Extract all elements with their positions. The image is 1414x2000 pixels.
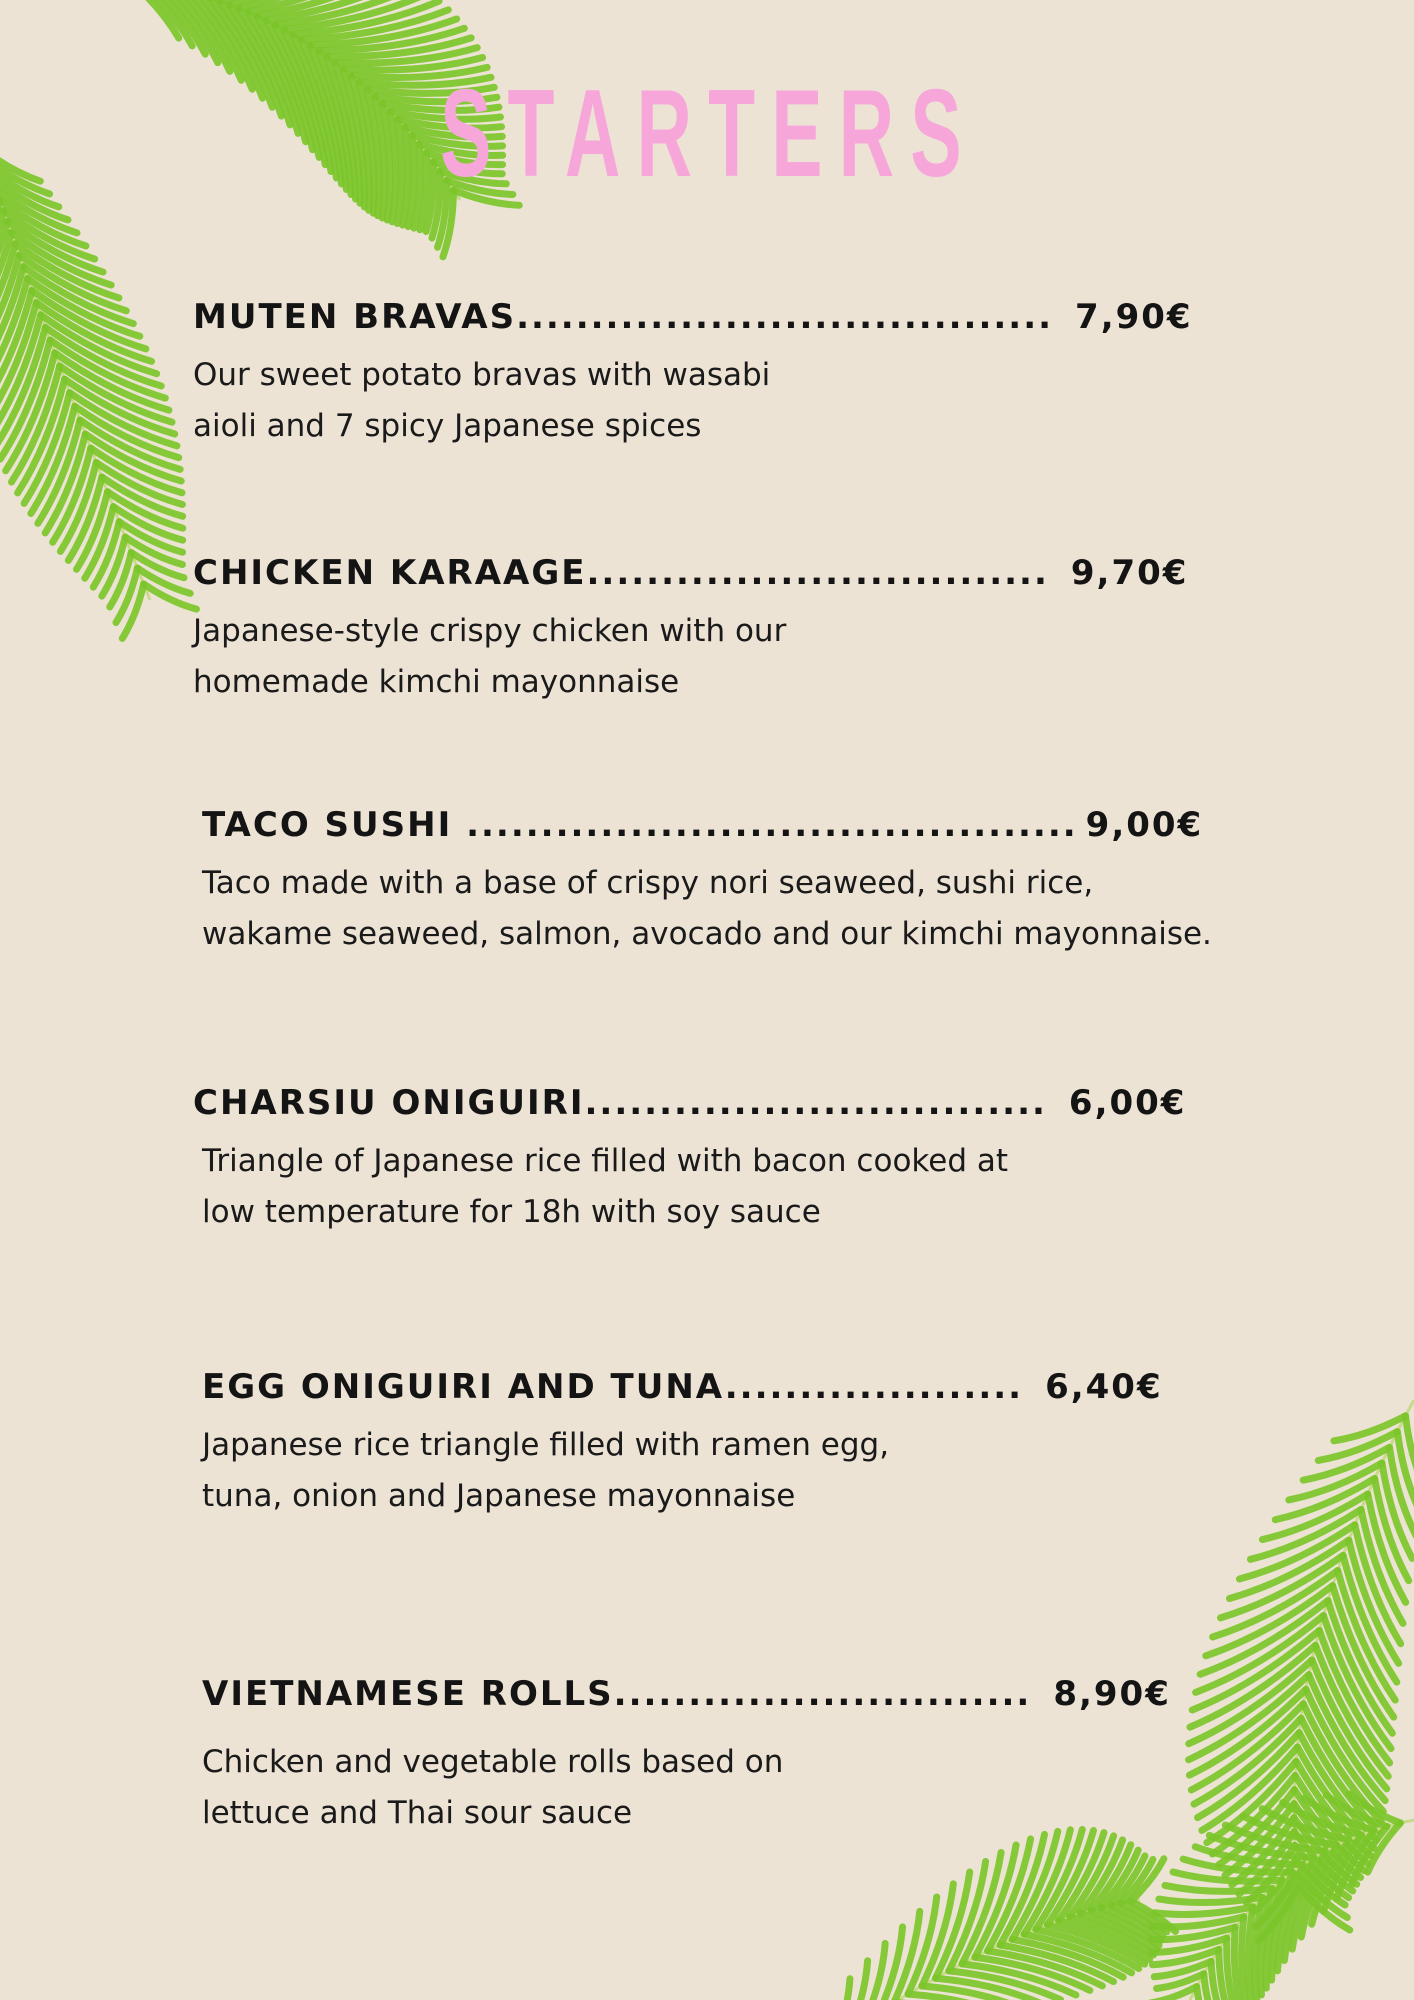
menu-item-vietnamese-rolls	[202, 1674, 1171, 1839]
item-heading	[193, 553, 1189, 593]
item-leader: ...............................	[584, 1083, 1047, 1123]
menu-item-charsiu-oniguiri	[193, 1083, 1187, 1238]
item-heading	[202, 1674, 1171, 1714]
item-name: MUTEN BRAVAS	[193, 297, 517, 337]
item-heading	[193, 297, 1193, 337]
item-name: CHICKEN KARAAGE	[193, 553, 587, 593]
item-name: EGG ONIGUIRI AND TUNA	[202, 1367, 725, 1407]
item-price: 8,90€	[1053, 1674, 1171, 1714]
palm-leaf-bottom-center-icon	[820, 1829, 1175, 2000]
item-name: CHARSIU ONIGUIRI	[193, 1083, 585, 1123]
item-description-line: Our sweet potato bravas with wasabi	[193, 357, 771, 393]
item-leader: ....................................	[516, 297, 1054, 337]
item-heading	[202, 805, 1212, 845]
menu-item-taco-sushi	[202, 805, 1212, 960]
item-name: TACO SUSHI	[202, 805, 467, 845]
item-description	[202, 858, 1212, 960]
item-description-line: Triangle of Japanese rice filled with bacon cooked at	[202, 1143, 1009, 1179]
menu-item-egg-oniguiri-tuna	[202, 1367, 1163, 1522]
item-price: 7,90€	[1075, 297, 1193, 337]
item-name: VIETNAMESE ROLLS	[202, 1674, 614, 1714]
item-description-line: Chicken and vegetable rolls based on	[202, 1744, 784, 1780]
palm-leaf-bottom-right-icon	[1150, 1400, 1414, 2000]
item-leader: .........................................	[466, 805, 1078, 845]
item-heading	[193, 1083, 1187, 1123]
item-leader: ....................	[724, 1367, 1024, 1407]
item-description-line: aioli and 7 spicy Japanese spices	[193, 408, 702, 444]
item-description-line: Taco made with a base of crispy nori seaweed, sushi rice,	[202, 865, 1094, 901]
item-description	[202, 1420, 1163, 1522]
item-description-line: Japanese-style crispy chicken with our	[193, 613, 787, 649]
item-description-line: Japanese rice triangle filled with ramen egg,	[202, 1427, 890, 1463]
item-heading	[202, 1367, 1163, 1407]
item-description-line: lettuce and Thai sour sauce	[202, 1795, 633, 1831]
item-description-line: tuna, onion and Japanese mayonnaise	[202, 1478, 796, 1514]
item-description	[202, 1737, 1171, 1839]
item-leader: ...............................	[586, 553, 1049, 593]
item-price: 9,70€	[1070, 553, 1189, 593]
menu-title: STARTERS	[440, 65, 978, 203]
item-description-line: low temperature for 18h with soy sauce	[202, 1194, 821, 1230]
item-description	[193, 350, 1193, 452]
menu-item-muten-bravas	[193, 297, 1193, 452]
item-price: 9,00€	[1085, 805, 1204, 845]
item-price: 6,40€	[1045, 1367, 1163, 1407]
menu-item-chicken-karaage	[193, 553, 1189, 708]
item-description-line: homemade kimchi mayonnaise	[193, 664, 680, 700]
item-description-line: wakame seaweed, salmon, avocado and our kimchi mayonnaise.	[202, 916, 1212, 952]
item-description	[193, 606, 1188, 708]
item-price: 6,00€	[1068, 1083, 1187, 1123]
item-description	[202, 1136, 1186, 1238]
item-leader: ............................	[613, 1674, 1032, 1714]
